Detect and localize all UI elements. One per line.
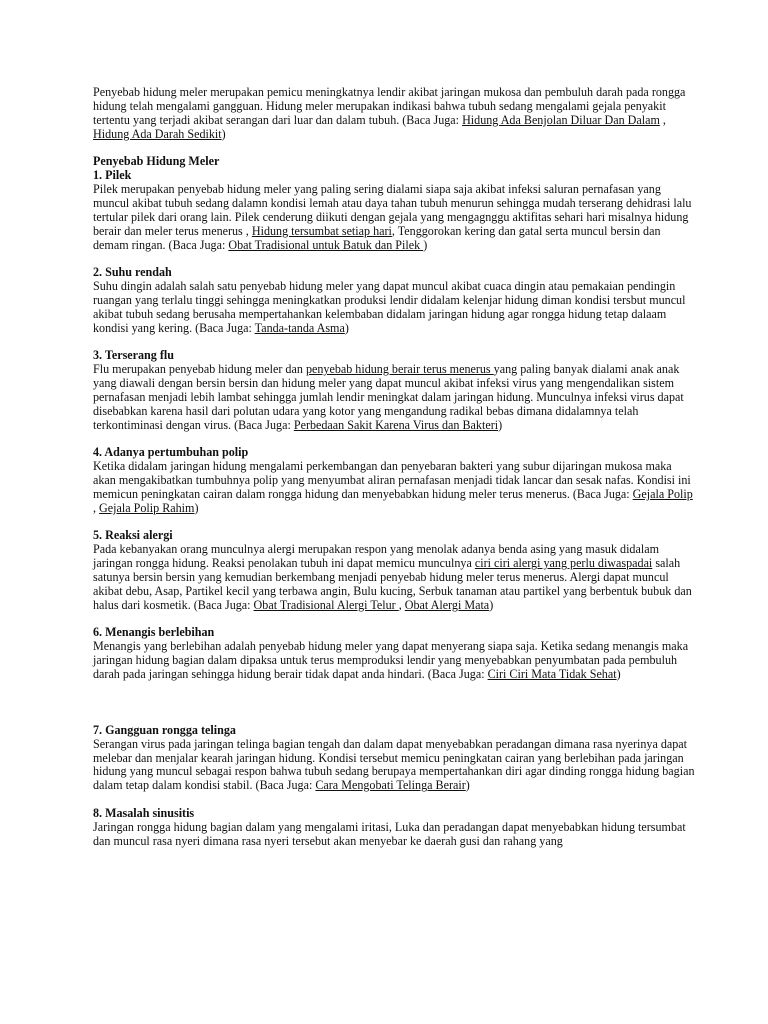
link-tanda-asma[interactable]: Tanda-tanda Asma	[254, 320, 345, 335]
link-hidung-berair[interactable]: penyebab hidung berair terus menerus	[305, 362, 494, 377]
link-obat-alergi-telur[interactable]: Obat Tradisional Alergi Telur	[253, 597, 399, 612]
item-text: yang paling banyak dialami anak anak yang diawali dengan bersin bersin dan hidung meler yang dapat muncul akibat infeksi virus yang mengendalikan sistem pernafasan menjadi lebih lambat sehingga jumlah lendir meningkat dalam jaringan hidung. Munculnya infeksi virus dapat disebabkan karena hasil dari polutan udara yang kotor yang mengandung radikal bebas dimana didalamnya telah terkontiminasi dengan virus. (Baca Juga:	[93, 362, 684, 432]
link-hidung-ada-darah[interactable]: Hidung Ada Darah Sedikit	[93, 126, 222, 141]
paren-close: )	[423, 237, 428, 252]
paren-close: )	[194, 500, 199, 515]
item-text: Menangis yang berlebihan adalah penyebab hidung meler yang dapat menyerang siapa saja. Ketika sedang menangis maka jaringan hidung bagian dalam dipaksa untuk terus memproduksi lendir yang menyebabkan penyumbatan pada pembuluh darah pada jaringan sehingga hidung berair tidak dapat anda hindari. (Baca Juga:	[93, 639, 689, 682]
link-hidung-ada-benjolan[interactable]: Hidung Ada Benjolan Diluar Dan Dalam	[462, 112, 660, 127]
item-heading: 7. Gangguan rongga telinga	[93, 722, 236, 737]
item-sinusitis	[93, 807, 696, 849]
link-ciri-mata[interactable]: Ciri Ciri Mata Tidak Sehat	[487, 667, 617, 682]
item-polip	[93, 446, 696, 516]
paren-close: )	[498, 417, 503, 432]
item-pilek	[93, 155, 696, 252]
item-heading: 1. Pilek	[93, 168, 132, 183]
item-heading: 3. Terserang flu	[93, 348, 174, 363]
item-text: Serangan virus pada jaringan telinga bagian tengah dan dalam dapat menyebabkan peradangan dimana rasa nyerinya dapat melebar dan menjalar kearah jaringan hidung. Kondisi tersebut memicu peningkatan cairan yang berlebihan pada jaringan hidung yang muncul sebagai respon bahwa tubuh sedang berupaya mempertahankan diri agar dinding rongga hidung bagian dalam tetap dalam kondisi stabil. (Baca Juga:	[93, 736, 695, 793]
link-ciri-alergi[interactable]: ciri ciri alergi yang perlu diwaspadai	[474, 556, 653, 571]
blank-space	[93, 696, 696, 724]
link-obat-tradisional-batuk[interactable]: Obat Tradisional untuk Batuk dan Pilek	[228, 237, 424, 252]
link-gejala-polip-rahim[interactable]: Gejala Polip Rahim	[99, 500, 195, 515]
item-text: Suhu dingin adalah salah satu penyebab hidung meler yang dapat muncul akibat cuaca dingin atau pemakaian pendingin ruangan yang terlalu tinggi sehingga meningkatkan produksi lendir didalam kelenjar hidung diman kondisi tersbut muncul akibat tubuh sedang berusaha mempertahankan kelembaban didalam jaringan hidung agar rongga hidung tetap dalaam kondisi yang kering. (Baca Juga:	[93, 279, 686, 335]
item-heading: 2. Suhu rendah	[93, 265, 172, 280]
item-heading: 8. Masalah sinusitis	[93, 805, 195, 820]
link-perbedaan-sakit[interactable]: Perbedaan Sakit Karena Virus dan Bakteri	[293, 417, 499, 432]
item-gangguan-telinga	[93, 724, 696, 794]
item-text: Ketika didalam jaringan hidung mengalami perkembangan dan penyebaran bakteri yang subur dijaringan mukosa maka akan mengakibatkan tumbuhnya polip yang menyumbat aliran pernafasan menjadi tidak lancar dan sesak nafas. Kondisi ini memicun peningkatan cairan dalam rongga hidung dan menyebabkan hidung meler terus menerus. (Baca Juga:	[93, 459, 691, 502]
item-text: Pilek merupakan penyebab hidung meler yang paling sering dialami siapa saja akibat infeksi saluran pernafasan yang muncul akibat tubuh sedang dalamn kondisi lemah atau daya tahan tubuh menurun sehingga mudah terserang dehidrasi lalu tertular pilek dari orang lain. Pilek cenderung diikuti dengan gejala yang mengagnggu aktifitas sehari hari misalnya hidung berair dan meler terus menerus ,	[93, 182, 692, 238]
separator: ,	[659, 112, 666, 127]
intro-paragraph	[93, 86, 696, 142]
paren-close: )	[616, 667, 621, 682]
separator: ,	[398, 597, 405, 612]
link-cara-mengobati-telinga[interactable]: Cara Mengobati Telinga Berair	[315, 778, 466, 793]
item-text: salah satunya bersin bersin yang kemudian berkembang menjadi penyebab hidung meler terus menerus. Alergi dapat muncul akibat debu, Asap, Partikel kecil yang terbawa angin, Bulu kucing, Serbuk tanaman atau partikel yang berbentuk bubuk dan halus dari kosmetik. (Baca Juga:	[93, 556, 692, 612]
item-heading: 6. Menangis berlebihan	[93, 625, 215, 640]
item-heading: 4. Adanya pertumbuhan polip	[93, 445, 249, 460]
separator: ,	[93, 500, 100, 515]
item-text: , Tenggorokan kering dan gatal serta muncul bersin dan demam ringan. (Baca Juga:	[93, 223, 661, 252]
paren-close: )	[344, 320, 349, 335]
paren-close: )	[465, 778, 470, 793]
section-title: Penyebab Hidung Meler	[93, 154, 220, 169]
item-suhu-rendah	[93, 266, 696, 336]
link-gejala-polip[interactable]: Gejala Polip	[632, 487, 693, 502]
item-menangis	[93, 626, 696, 682]
item-text: Flu merupakan penyebab hidung meler dan	[93, 362, 306, 377]
item-terserang-flu	[93, 349, 696, 432]
intro-text: Penyebab hidung meler merupakan pemicu meningkatnya lendir akibat jaringan mukosa dan pembuluh darah pada rongga hidung telah mengalami gangguan. Hidung meler merupakan indikasi bahwa tubuh sedang mengalami gejala penyakit tertentu yang terjadi akibat serangan dari luar dan dalam tubuh. (Baca Juga:	[93, 85, 686, 127]
paren-close: )	[489, 597, 494, 612]
item-heading: 5. Reaksi alergi	[93, 528, 173, 543]
link-hidung-tersumbat[interactable]: Hidung tersumbat setiap hari	[251, 223, 392, 238]
paren-close: )	[221, 126, 226, 141]
item-text: Jaringan rongga hidung bagian dalam yang mengalami iritasi, Luka dan peradangan dapat menyebabkan hidung tersumbat dan muncul rasa nyeri dimana rasa nyeri tersebut akan menyebar ke daerah gusi dan rahang yang	[93, 819, 686, 848]
link-obat-alergi-mata[interactable]: Obat Alergi Mata	[404, 597, 490, 612]
item-text: Pada kebanyakan orang munculnya alergi merupakan respon yang menolak adanya benda asing yang masuk didalam jaringan rongga hidung. Reaksi penolakan tubuh ini dapat memicu munculnya	[93, 542, 659, 571]
item-reaksi-alergi	[93, 529, 696, 612]
